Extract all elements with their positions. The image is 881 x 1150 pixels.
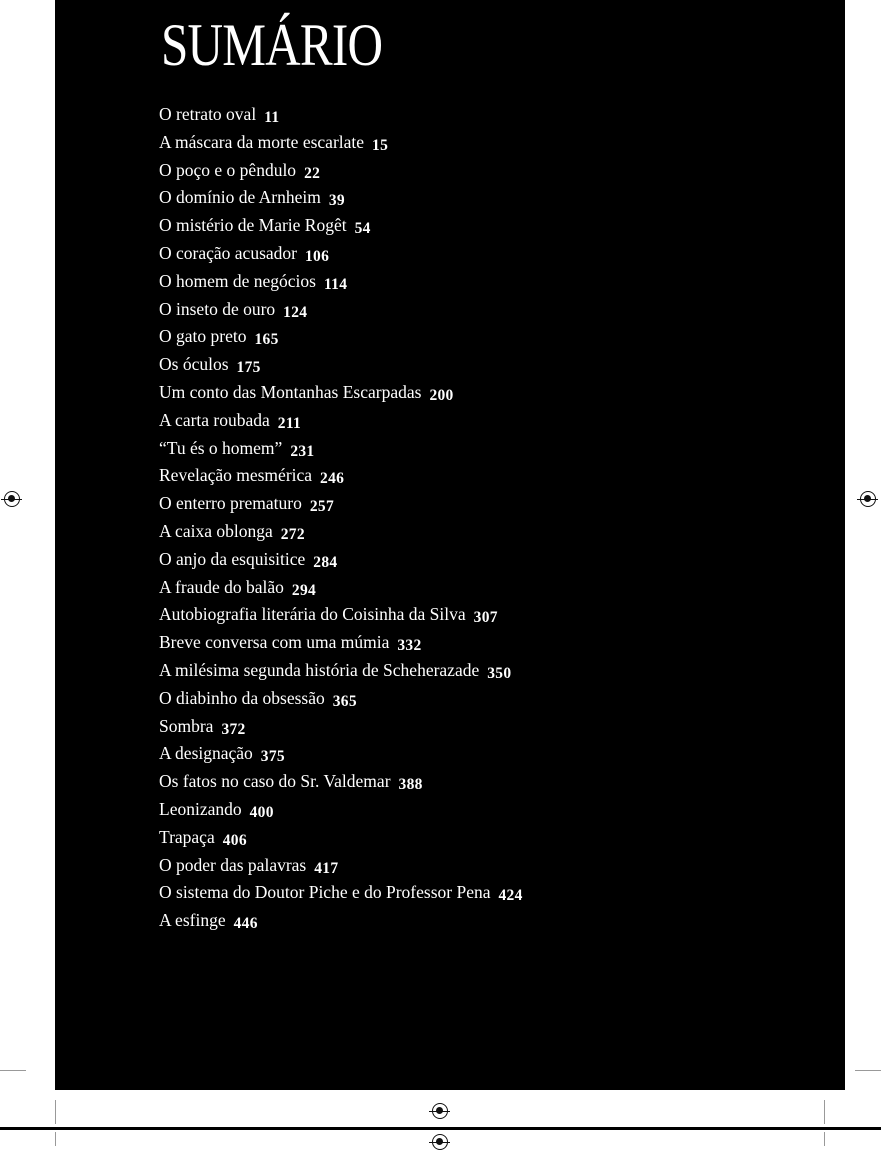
toc-entry	[159, 407, 523, 435]
toc-entry	[159, 490, 523, 518]
toc-entry-title: O homem de negócios	[159, 270, 316, 291]
toc-entry-title: O sistema do Doutor Piche e do Professor Pena	[159, 882, 491, 903]
toc-entry-title: O gato preto	[159, 326, 247, 347]
toc-entry-page: 15	[372, 136, 389, 154]
toc-entry	[159, 852, 523, 880]
toc-entry	[159, 129, 523, 157]
toc-entry-page: 294	[291, 581, 317, 599]
toc-entry	[159, 518, 523, 546]
toc-entry-page: 175	[236, 359, 261, 377]
toc-entry-title: Um conto das Montanhas Escarpadas	[159, 381, 422, 402]
toc-entry-title: O mistério de Marie Rogêt	[159, 215, 347, 236]
page-title: SUMÁRIO	[161, 12, 383, 78]
toc-entry	[159, 379, 523, 407]
table-of-contents	[159, 101, 523, 935]
toc-entry-page: 350	[487, 664, 512, 682]
toc-entry-page: 22	[304, 164, 321, 182]
crop-mark	[824, 1100, 825, 1124]
toc-entry-title: O enterro prematuro	[159, 493, 302, 514]
toc-entry-page: 406	[222, 831, 247, 849]
crop-mark	[55, 1132, 56, 1146]
toc-entry	[159, 629, 523, 657]
toc-entry-page: 446	[233, 915, 258, 933]
toc-entry	[159, 879, 523, 907]
toc-entry-page: 11	[264, 109, 280, 126]
toc-entry	[159, 240, 523, 268]
toc-entry-page: 417	[314, 859, 339, 877]
toc-entry	[159, 184, 523, 212]
toc-entry-title: O inseto de ouro	[159, 298, 276, 319]
toc-entry	[159, 768, 523, 796]
toc-entry-title: Revelação mesmérica	[159, 465, 313, 486]
toc-entry-title: Breve conversa com uma múmia	[159, 632, 390, 653]
toc-entry-title: Os óculos	[159, 354, 229, 375]
toc-entry	[159, 435, 523, 463]
toc-entry-page: 246	[320, 470, 345, 488]
toc-entry-page: 365	[332, 692, 357, 710]
toc-entry-page: 124	[283, 303, 308, 321]
toc-entry-title: A carta roubada	[159, 409, 270, 430]
toc-entry-page: 39	[328, 192, 345, 210]
toc-entry-page: 332	[397, 637, 422, 655]
toc-entry-title: O anjo da esquisitice	[159, 548, 306, 569]
toc-entry-page: 54	[354, 220, 371, 238]
toc-entry-title: O poço e o pêndulo	[159, 159, 297, 180]
toc-entry-page: 257	[309, 498, 335, 516]
toc-entry-page: 372	[221, 720, 246, 738]
toc-entry-page: 165	[254, 331, 279, 349]
toc-entry	[159, 685, 523, 713]
toc-entry	[159, 462, 523, 490]
toc-entry-title: Trapaça	[159, 826, 215, 847]
toc-entry-page: 272	[280, 525, 305, 543]
book-page	[55, 0, 845, 1090]
toc-entry	[159, 157, 523, 185]
toc-entry-page: 375	[260, 748, 285, 766]
toc-entry	[159, 824, 523, 852]
toc-entry	[159, 796, 523, 824]
toc-entry-page: 284	[313, 553, 338, 571]
toc-entry-title: O diabinho da obsessão	[159, 687, 325, 708]
toc-entry-page: 114	[323, 275, 348, 293]
toc-entry	[159, 907, 523, 935]
toc-entry-title: O poder das palavras	[159, 854, 307, 875]
toc-entry-title: A milésima segunda história de Scheherazade	[159, 659, 480, 680]
toc-entry	[159, 212, 523, 240]
toc-entry	[159, 574, 523, 602]
toc-entry	[159, 657, 523, 685]
toc-entry-title: O domínio de Arnheim	[159, 187, 321, 208]
toc-entry-page: 424	[498, 887, 523, 905]
toc-entry	[159, 323, 523, 351]
toc-entry	[159, 296, 523, 324]
toc-entry-title: Sombra	[159, 715, 214, 736]
toc-entry	[159, 740, 523, 768]
toc-entry	[159, 351, 523, 379]
toc-entry	[159, 601, 523, 629]
toc-entry-title: “Tu és o homem”	[159, 437, 283, 458]
registration-mark-icon	[860, 491, 876, 507]
registration-mark-icon	[4, 491, 20, 507]
toc-entry	[159, 268, 523, 296]
crop-mark	[0, 1070, 26, 1071]
toc-entry-page: 388	[398, 776, 423, 794]
toc-entry-page: 307	[473, 609, 498, 627]
crop-mark	[55, 1100, 56, 1124]
toc-entry	[159, 101, 523, 129]
toc-entry-title: A caixa oblonga	[159, 520, 273, 541]
toc-entry-title: O retrato oval	[159, 104, 257, 124]
toc-entry-title: A esfinge	[159, 910, 226, 931]
toc-entry-title: Autobiografia literária do Coisinha da Silva	[159, 604, 466, 625]
page-border-bar	[0, 1127, 881, 1130]
registration-mark-icon	[432, 1103, 448, 1119]
toc-entry-title: A designação	[159, 743, 253, 764]
toc-entry	[159, 713, 523, 741]
registration-mark-icon	[432, 1134, 448, 1150]
toc-entry-title: O coração acusador	[159, 242, 297, 263]
toc-entry-title: Leonizando	[159, 798, 242, 819]
crop-mark	[855, 1070, 881, 1071]
toc-entry-page: 200	[429, 386, 454, 404]
toc-entry-title: A máscara da morte escarlate	[159, 131, 365, 152]
toc-entry-page: 400	[249, 803, 274, 821]
toc-entry-page: 106	[304, 247, 330, 265]
toc-entry-page: 231	[290, 442, 315, 460]
toc-entry	[159, 546, 523, 574]
toc-entry-page: 211	[277, 414, 302, 432]
toc-entry-title: A fraude do balão	[159, 576, 284, 597]
crop-mark	[824, 1132, 825, 1146]
toc-entry-title: Os fatos no caso do Sr. Valdemar	[159, 771, 391, 792]
